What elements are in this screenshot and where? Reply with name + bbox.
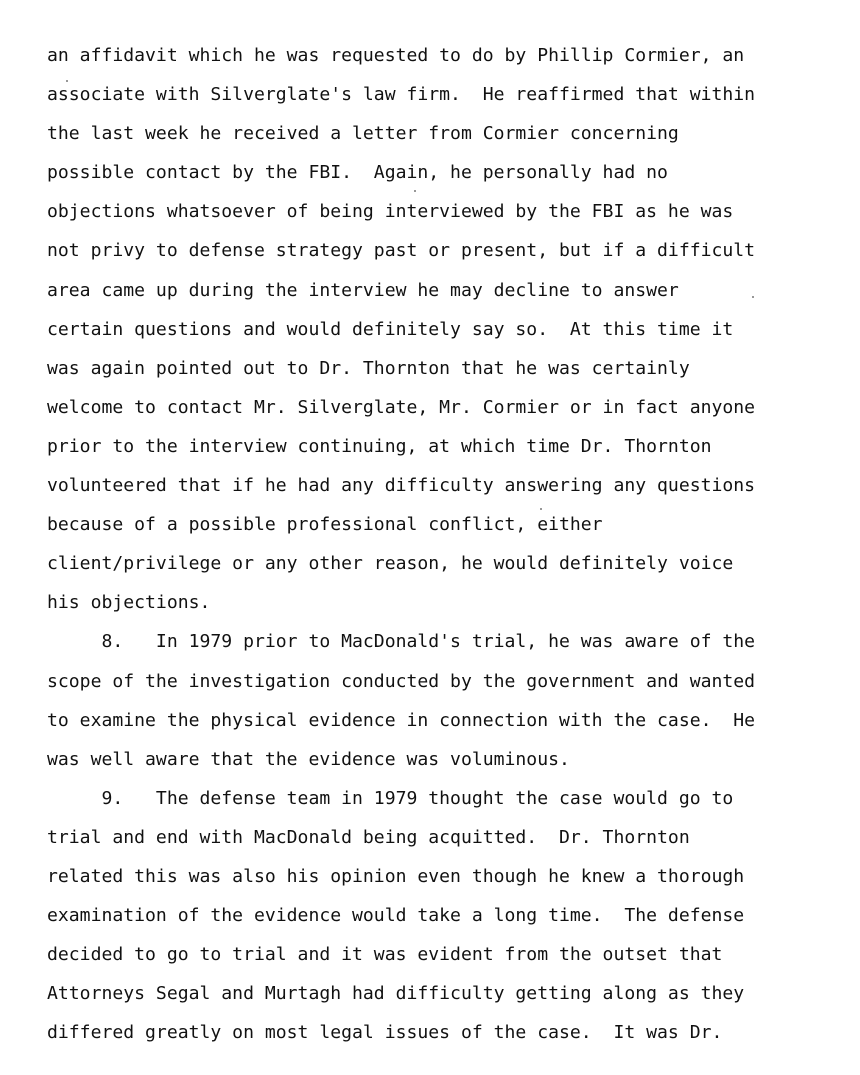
text-line: examination of the evidence would take a long time. The defense xyxy=(47,905,745,927)
text-line: associate with Silverglate's law firm. He reaffirmed that within xyxy=(47,84,756,106)
text-line: client/privilege or any other reason, he would definitely voice xyxy=(47,553,734,575)
text-line: scope of the investigation conducted by the government and wanted xyxy=(47,670,756,692)
text-line: because of a possible professional conflict, either xyxy=(47,514,603,536)
text-line: was again pointed out to Dr. Thornton that he was certainly xyxy=(47,357,690,379)
text-line: prior to the interview continuing, at which time Dr. Thornton xyxy=(47,435,712,457)
text-line: was well aware that the evidence was voluminous. xyxy=(47,748,570,770)
text-line: related this was also his opinion even though he knew a thorough xyxy=(47,865,745,887)
paragraph-9-start: 9. The defense team in 1979 thought the case would go to xyxy=(47,787,734,809)
text-line: to examine the physical evidence in connection with the case. He xyxy=(47,709,756,731)
text-line: welcome to contact Mr. Silverglate, Mr. Cormier or in fact anyone xyxy=(47,396,756,418)
text-line: the last week he received a letter from Cormier concerning xyxy=(47,123,679,145)
text-line: an affidavit which he was requested to do by Phillip Cormier, an xyxy=(47,45,745,66)
text-line: area came up during the interview he may decline to answer xyxy=(47,279,679,301)
text-line: objections whatsoever of being interviewed by the FBI as he was xyxy=(47,201,734,223)
text-line: Attorneys Segal and Murtagh had difficulty getting along as they xyxy=(47,983,745,1005)
scan-speck xyxy=(66,80,68,82)
text-line: trial and end with MacDonald being acquitted. Dr. Thornton xyxy=(47,826,690,848)
text-line: decided to go to trial and it was evident from the outset that xyxy=(47,944,723,966)
text-line: differed greatly on most legal issues of the case. It was Dr. xyxy=(47,1022,723,1044)
document-body xyxy=(47,36,837,1052)
scan-speck xyxy=(414,190,416,192)
scan-speck xyxy=(540,508,542,510)
text-line: possible contact by the FBI. Again, he personally had no xyxy=(47,162,668,184)
text-line: not privy to defense strategy past or present, but if a difficult xyxy=(47,240,756,262)
scan-speck xyxy=(752,296,754,298)
text-line: his objections. xyxy=(47,592,211,614)
text-line: volunteered that if he had any difficulty answering any questions xyxy=(47,475,756,497)
text-line: certain questions and would definitely say so. At this time it xyxy=(47,318,734,340)
paragraph-8-start: 8. In 1979 prior to MacDonald's trial, he was aware of the xyxy=(47,631,756,653)
